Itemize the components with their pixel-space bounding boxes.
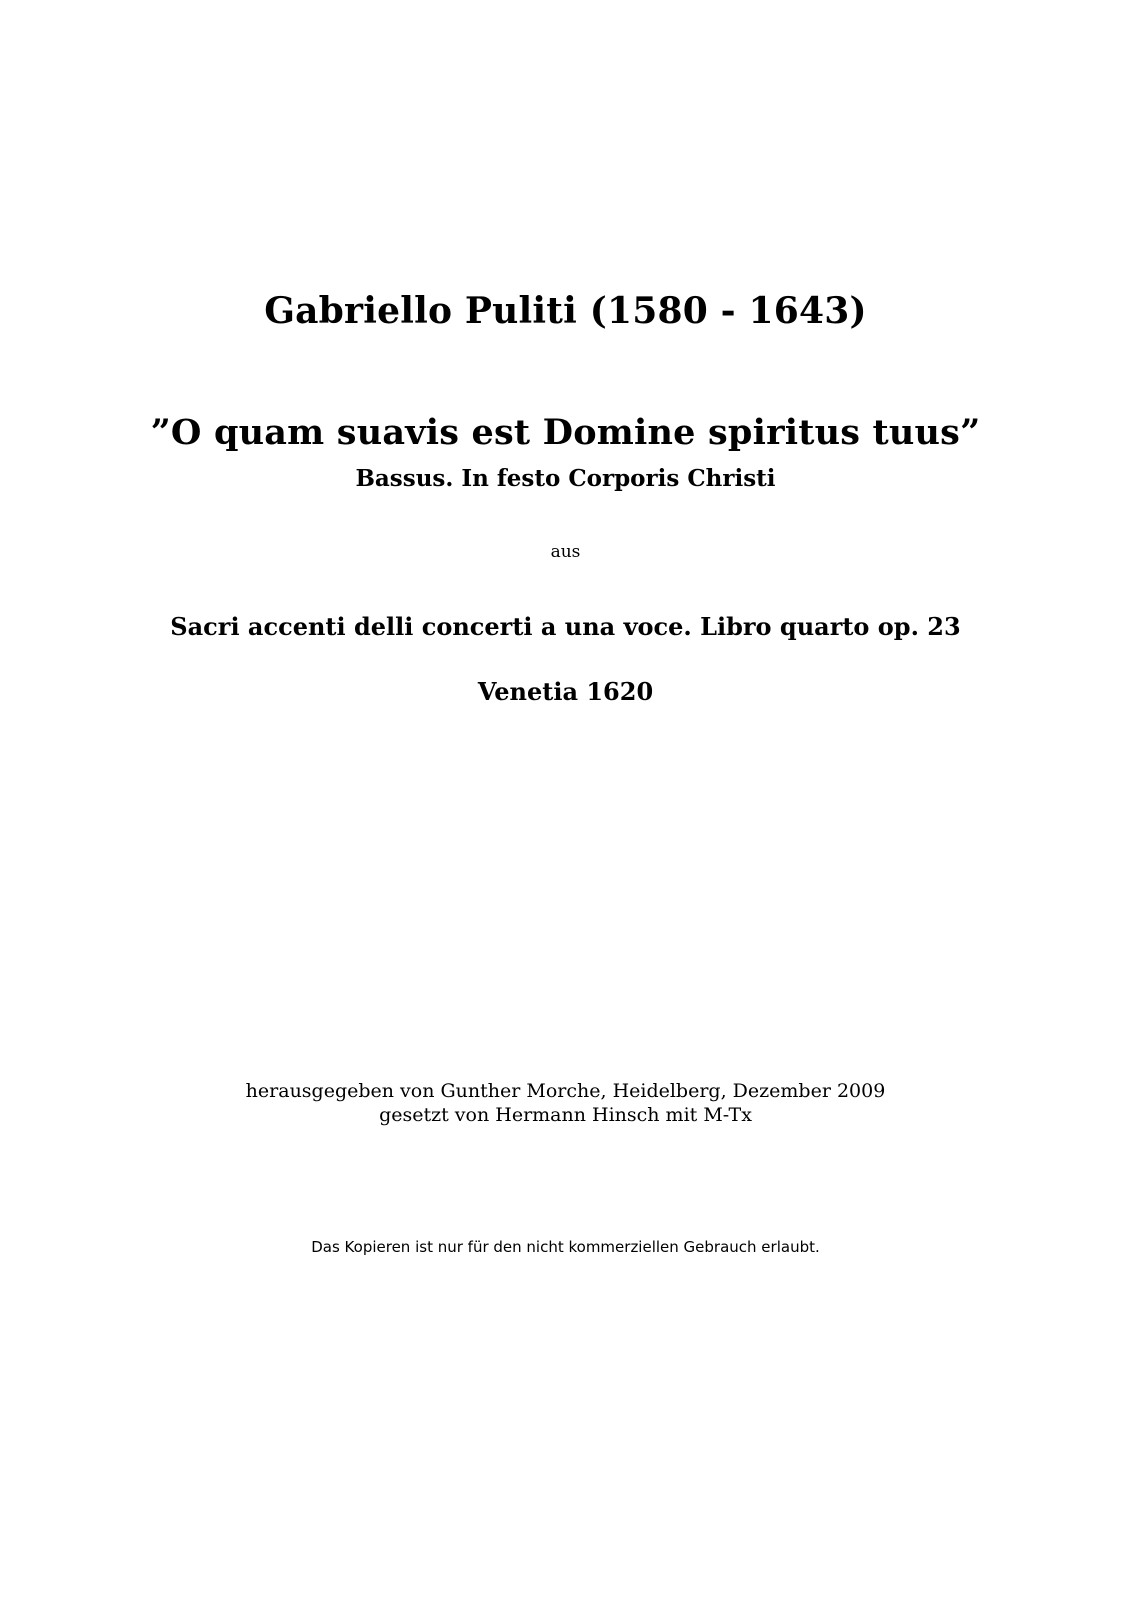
place-year: Venetia 1620 [477, 677, 654, 706]
copyright-note: Das Kopieren ist nur für den nicht kommerziellen Gebrauch erlaubt. [311, 1238, 820, 1256]
typesetter-credit: gesetzt von Hermann Hinsch mit M-Tx [379, 1104, 752, 1126]
work-subtitle: Bassus. In festo Corporis Christi [355, 465, 776, 492]
collection-title: Sacri accenti delli concerti a una voce. Libro quarto op. 23 [170, 612, 961, 641]
composer-heading: Gabriello Puliti (1580 - 1643) [264, 290, 867, 332]
from-label: aus [550, 542, 581, 562]
work-title: ”O quam suavis est Domine spiritus tuus” [150, 412, 981, 453]
editor-credit: herausgegeben von Gunther Morche, Heidelberg, Dezember 2009 [245, 1080, 886, 1102]
